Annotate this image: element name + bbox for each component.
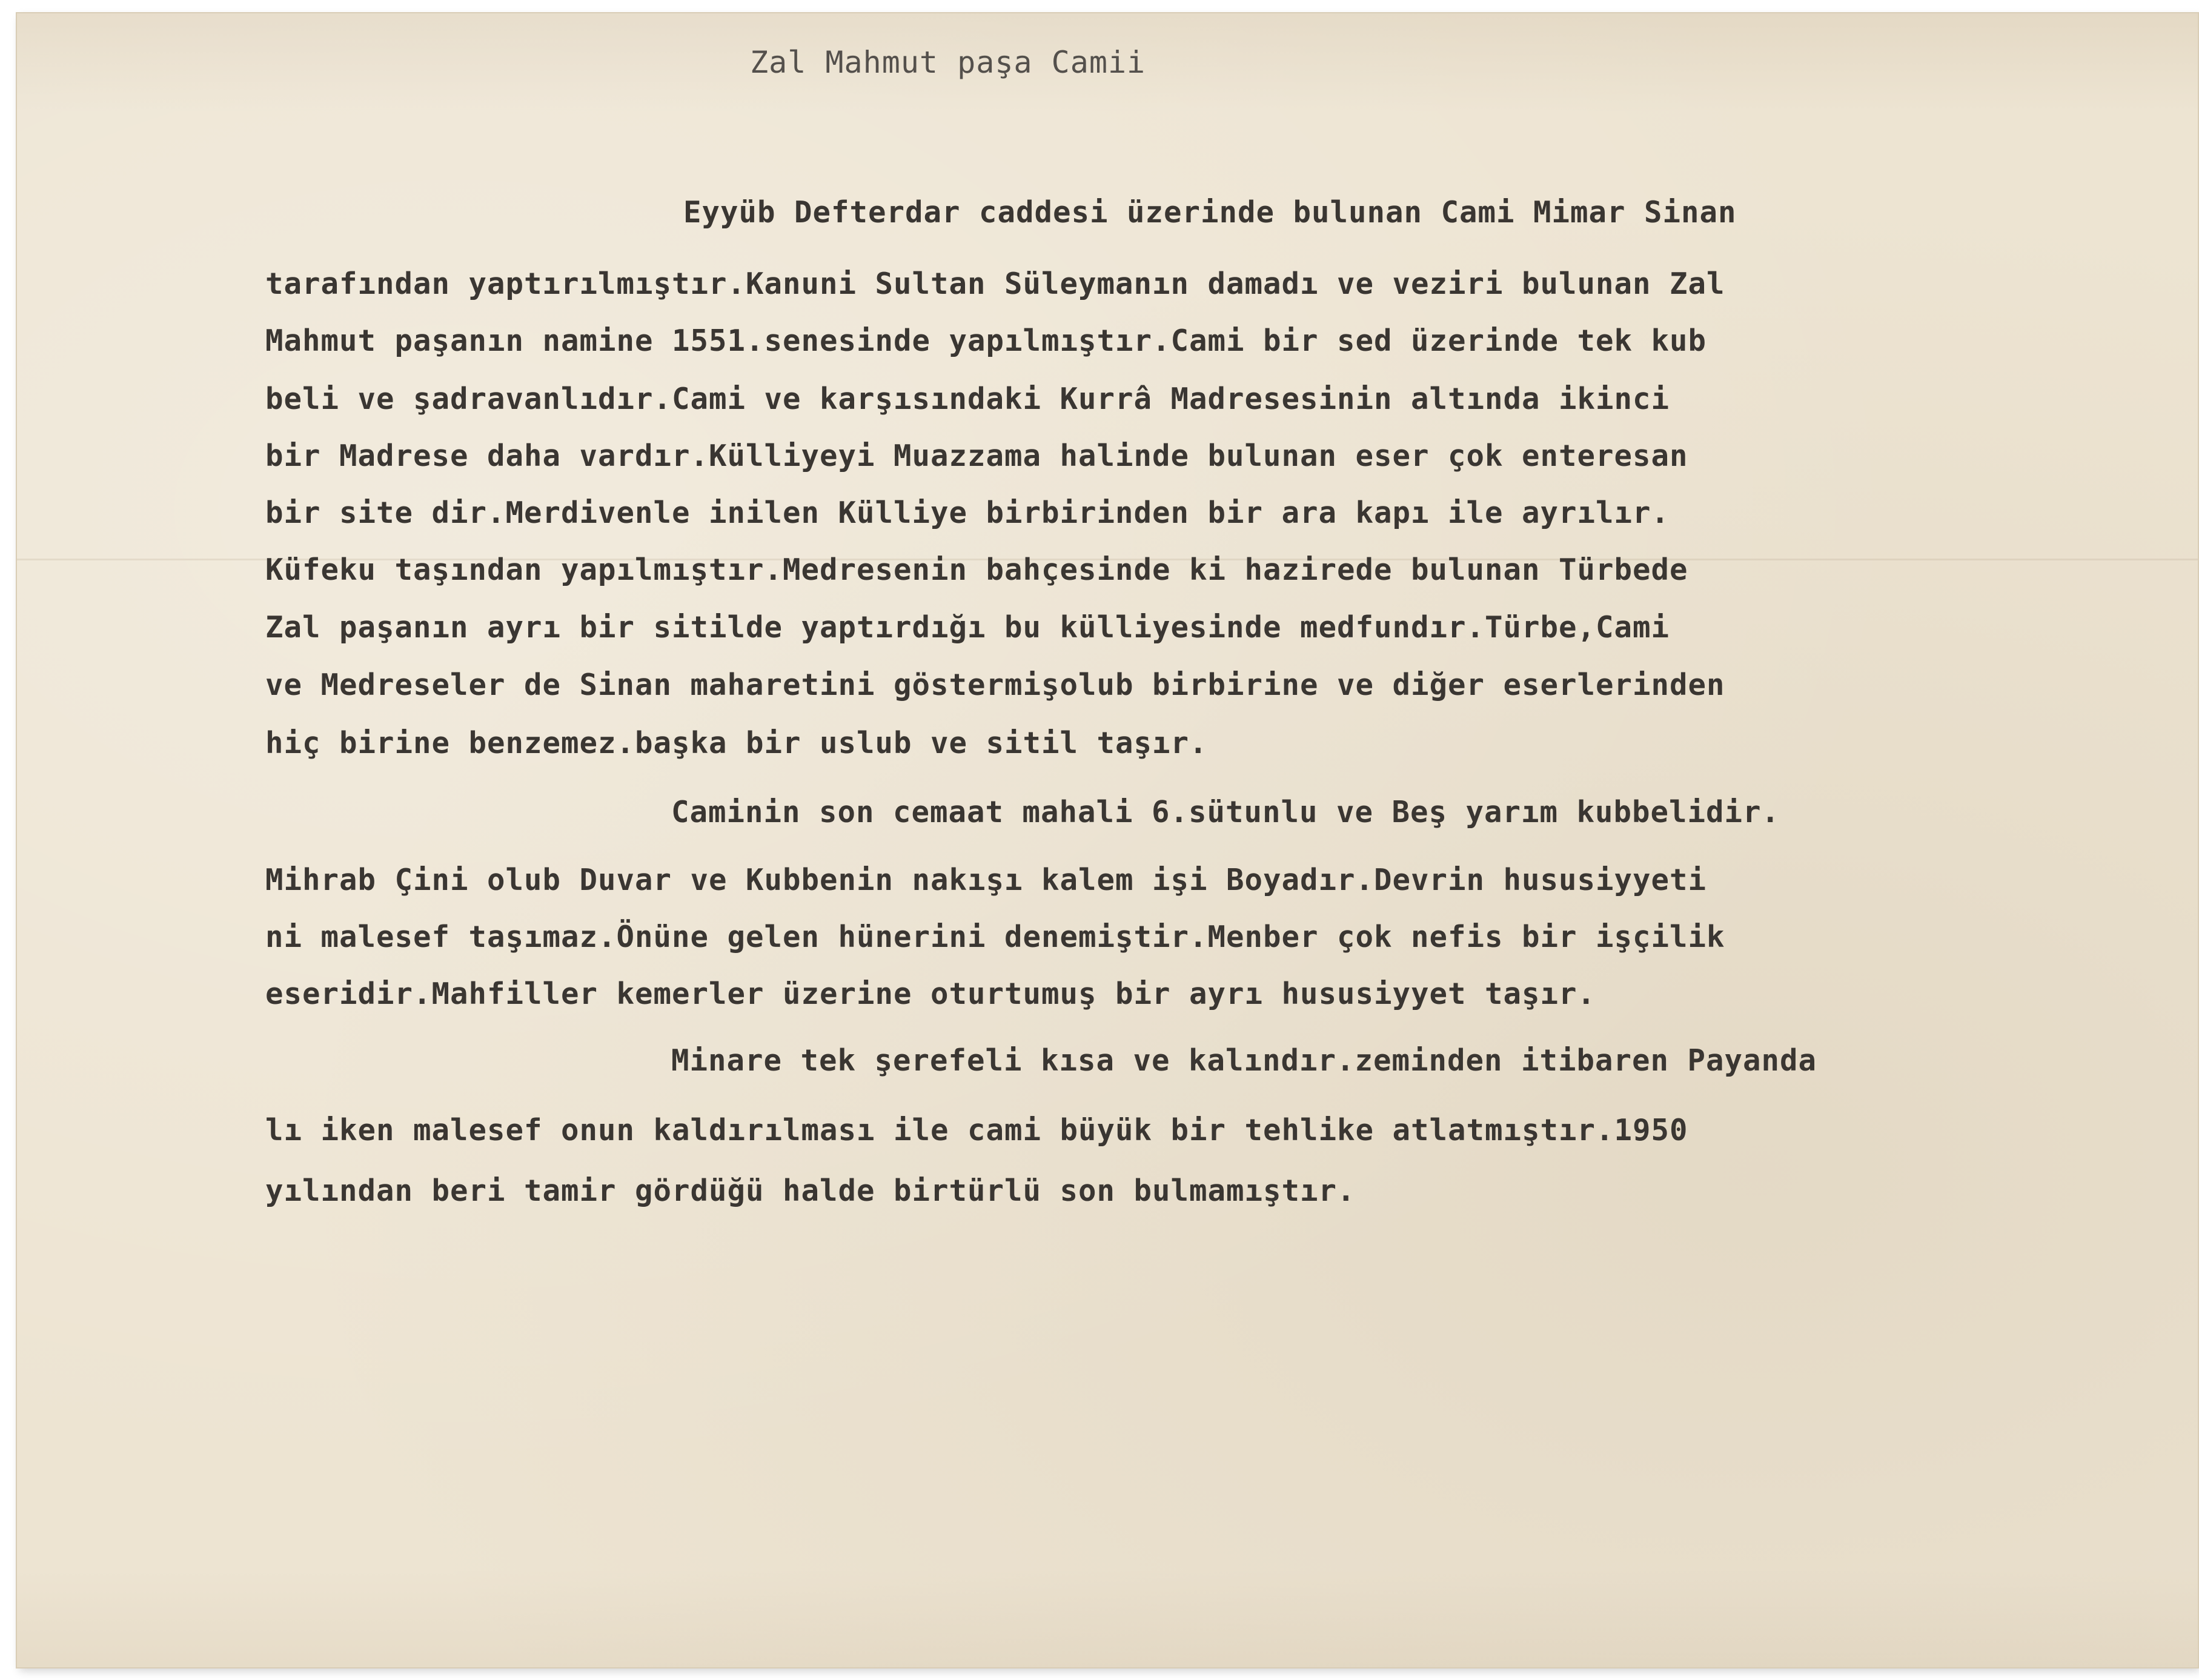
paragraph-1-line-6: bir site dir.Merdivenle inilen Külliye birbirinden bir ara kapı ile ayrılır.: [265, 496, 1670, 530]
paragraph-1-line-8: Zal paşanın ayrı bir sitilde yaptırdığı bu külliyesinde medfundır.Türbe,Cami: [265, 610, 1670, 645]
paragraph-2-line-4: eseridir.Mahfiller kemerler üzerine oturtumuş bir ayrı hususiyyet taşır.: [265, 977, 1596, 1011]
paragraph-1-line-3: Mahmut paşanın namine 1551.senesinde yapılmıştır.Cami bir sed üzerinde tek kub: [265, 324, 1707, 358]
document-title: Zal Mahmut paşa Camii: [750, 45, 1146, 80]
paragraph-2-line-3: ni malesef taşımaz.Önüne gelen hünerini denemiştir.Menber çok nefis bir işçilik: [265, 920, 1725, 954]
paragraph-1-line-7: Küfeku taşından yapılmıştır.Medresenin bahçesinde ki hazirede bulunan Türbede: [265, 553, 1688, 587]
paragraph-1-line-5: bir Madrese daha vardır.Külliyeyi Muazzama halinde bulunan eser çok enteresan: [265, 439, 1688, 473]
document-sheet: [17, 13, 2198, 1667]
paragraph-3-line-2: lı iken malesef onun kaldırılması ile cami büyük bir tehlike atlatmıştır.1950: [265, 1113, 1688, 1147]
paragraph-3-line-3: yılından beri tamir gördüğü halde birtürlü son bulmamıştır.: [265, 1174, 1356, 1208]
paragraph-1-line-2: tarafından yaptırılmıştır.Kanuni Sultan Süleymanın damadı ve veziri bulunan Zal: [265, 267, 1725, 301]
paragraph-1-line-1: Eyyüb Defterdar caddesi üzerinde bulunan Cami Mimar Sinan: [683, 195, 1737, 230]
paragraph-1-line-4: beli ve şadravanlıdır.Cami ve karşısındaki Kurrâ Madresesinin altında ikinci: [265, 382, 1670, 416]
paragraph-3-line-1: Minare tek şerefeli kısa ve kalındır.zeminden itibaren Payanda: [671, 1043, 1817, 1078]
paragraph-1-line-9: ve Medreseler de Sinan maharetini göstermişolub birbirine ve diğer eserlerinden: [265, 668, 1725, 702]
paragraph-2-line-1: Caminin son cemaat mahali 6.sütunlu ve Beş yarım kubbelidir.: [671, 795, 1780, 829]
paragraph-2-line-2: Mihrab Çini olub Duvar ve Kubbenin nakışı kalem işi Boyadır.Devrin hususiyyeti: [265, 863, 1707, 897]
paragraph-1-line-10: hiç birine benzemez.başka bir uslub ve sitil taşır.: [265, 726, 1208, 760]
